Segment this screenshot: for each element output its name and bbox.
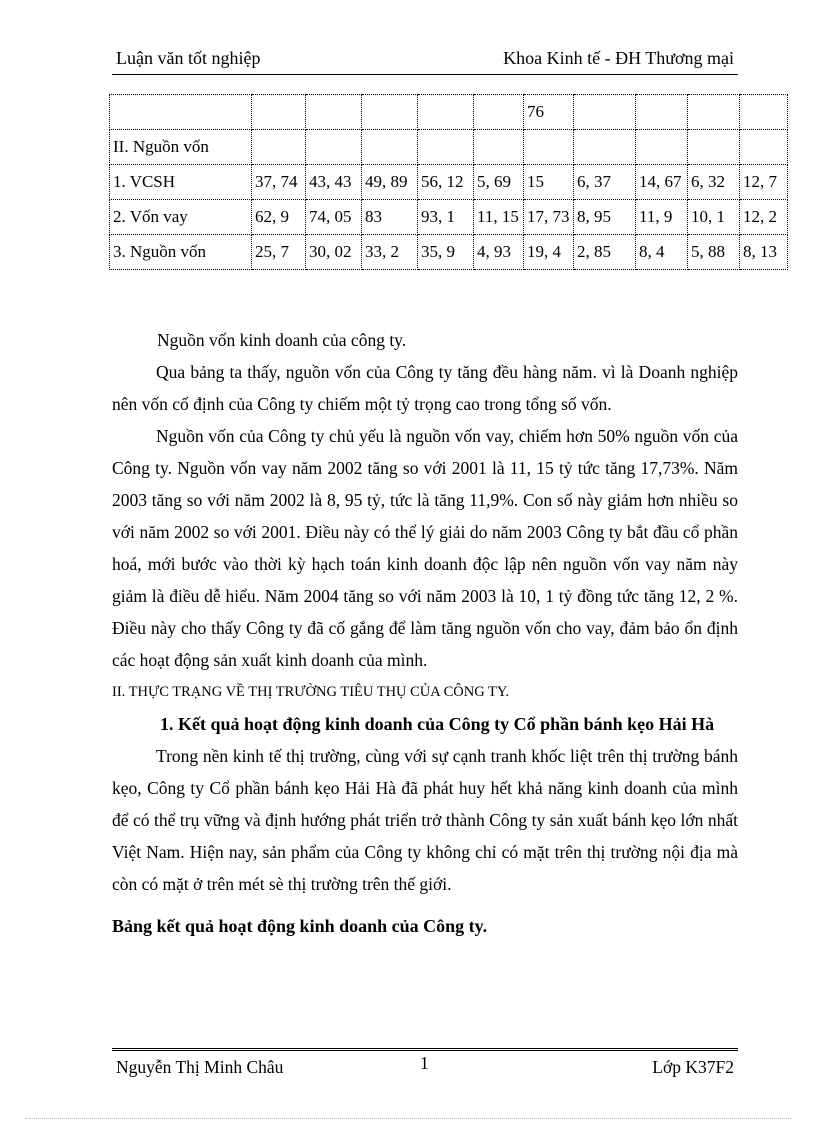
table-cell — [306, 130, 362, 165]
table-cell — [252, 130, 306, 165]
footer-author: Nguyễn Thị Minh Châu — [116, 1057, 284, 1077]
table-cell: 56, 12 — [418, 165, 474, 200]
paragraph-2: Nguồn vốn của Công ty chủ yếu là nguồn vốn vay, chiếm hơn 50% nguồn vốn của Công ty. Nguồn vốn vay năm 2002 tăng so với 2001 là 11, 15 tỷ tức tăng 17,73%. Năm 2003 tăng so với năm 2002 là 8, 95 tỷ, tức là tăng 11,9%. Con số này giảm hơn nhiều so với năm 2002 so với 2001. Điều này có thể lý giải do năm 2003 Công ty bắt đầu cổ phần hoá, mới bước vào thời kỳ hạch toán kinh doanh độc lập nên nguồn vốn vay năm này giảm là điều dễ hiểu. Năm 2004 tăng so với năm 2003 là 10, 1 tỷ đồng tức tăng 12, 2 %. Điều này cho thấy Công ty đã cố gắng để làm tăng nguồn vốn cho vay, đảm bảo ổn định các hoạt động sản xuất kinh doanh của mình. — [112, 426, 738, 670]
results-table-title: Bảng kết quả hoạt động kinh doanh của Công ty. — [112, 916, 488, 936]
table-row — [110, 235, 788, 270]
table-cell — [688, 95, 740, 130]
table-cell — [474, 95, 524, 130]
body-text — [112, 324, 738, 942]
table-cell — [418, 95, 474, 130]
table-cell — [740, 95, 788, 130]
table-cell: 11, 15 — [474, 200, 524, 235]
sub-heading-text: 1. Kết quả hoạt động kinh doanh của Công ty Cổ phần bánh kẹo Hải Hà — [160, 714, 715, 734]
paragraph-3: Trong nền kinh tế thị trường, cùng với sự cạnh tranh khốc liệt trên thị trường bánh kẹo, Công ty Cổ phần bánh kẹo Hải Hà đã phát huy hết khả năng kinh doanh của mình để có thể trụ vững và định hướng phát triển trở thành Công ty sản xuất bánh kẹo lớn nhất Việt Nam. Hiện nay, sản phẩm của Công ty không chỉ có mặt trên thị trường nội địa mà còn có mặt ở trên mét sè thị trường trên thế giới. — [112, 746, 738, 894]
header-thesis-label: Luận văn tốt nghiệp — [116, 48, 261, 68]
table-cell — [362, 130, 418, 165]
table-cell: 11, 9 — [636, 200, 688, 235]
table-cell: 35, 9 — [418, 235, 474, 270]
table-cell: 12, 2 — [740, 200, 788, 235]
section-heading: II. THỰC TRẠNG VỀ THỊ TRƯỜNG TIÊU THỤ CỦA CÔNG TY. — [112, 684, 510, 700]
sub-heading — [112, 708, 738, 740]
table-cell: 5, 88 — [688, 235, 740, 270]
page-bottom-divider — [25, 1118, 791, 1119]
table-cell — [524, 130, 574, 165]
header-faculty-label: Khoa Kinh tế - ĐH Thương mại — [503, 48, 734, 68]
table-cell: 2, 85 — [574, 235, 636, 270]
row-label-cell: 2. Vốn vay — [110, 200, 252, 235]
table-cell: 83 — [362, 200, 418, 235]
table-cell: 6, 37 — [574, 165, 636, 200]
capital-table — [109, 94, 788, 270]
table-cell — [636, 130, 688, 165]
table-row — [110, 130, 788, 165]
table-caption: Nguồn vốn kinh doanh của công ty. — [157, 330, 407, 350]
table-cell — [252, 95, 306, 130]
table-cell — [306, 95, 362, 130]
table-cell: 43, 43 — [306, 165, 362, 200]
paragraph-1: Qua bảng ta thấy, nguồn vốn của Công ty tăng đều hàng năm. vì là Doanh nghiệp nên vốn cố định của Công ty chiếm một tỷ trọng cao trong tổng số vốn. — [112, 362, 738, 414]
table-cell: 93, 1 — [418, 200, 474, 235]
table-cell — [362, 95, 418, 130]
table-cell: 4, 93 — [474, 235, 524, 270]
table-cell: 74, 05 — [306, 200, 362, 235]
table-cell: 33, 2 — [362, 235, 418, 270]
row-label-cell — [110, 95, 252, 130]
page-number: 1 — [420, 1053, 429, 1073]
table-cell: 5, 69 — [474, 165, 524, 200]
table-cell — [418, 130, 474, 165]
table-cell — [474, 130, 524, 165]
table-cell: 30, 02 — [306, 235, 362, 270]
page-header — [112, 48, 738, 75]
table-cell: 17, 73 — [524, 200, 574, 235]
table-row — [110, 200, 788, 235]
row-label-cell: 3. Nguồn vốn — [110, 235, 252, 270]
table-cell — [688, 130, 740, 165]
table-row — [110, 95, 788, 130]
table-cell: 8, 13 — [740, 235, 788, 270]
table-cell: 19, 4 — [524, 235, 574, 270]
table-cell — [636, 95, 688, 130]
table-cell: 8, 95 — [574, 200, 636, 235]
table-cell: 14, 67 — [636, 165, 688, 200]
table-cell: 12, 7 — [740, 165, 788, 200]
table-cell: 76 — [524, 95, 574, 130]
page-footer — [112, 1048, 738, 1081]
table-cell: 10, 1 — [688, 200, 740, 235]
table-cell: 6, 32 — [688, 165, 740, 200]
row-label-cell: II. Nguồn vốn — [110, 130, 252, 165]
table-cell: 49, 89 — [362, 165, 418, 200]
table-cell: 37, 74 — [252, 165, 306, 200]
table-cell — [574, 95, 636, 130]
table-cell: 8, 4 — [636, 235, 688, 270]
table-cell — [740, 130, 788, 165]
table-row — [110, 165, 788, 200]
row-label-cell: 1. VCSH — [110, 165, 252, 200]
footer-class: Lớp K37F2 — [652, 1057, 734, 1077]
table-cell: 25, 7 — [252, 235, 306, 270]
table-cell: 62, 9 — [252, 200, 306, 235]
table-cell: 15 — [524, 165, 574, 200]
table-cell — [574, 130, 636, 165]
